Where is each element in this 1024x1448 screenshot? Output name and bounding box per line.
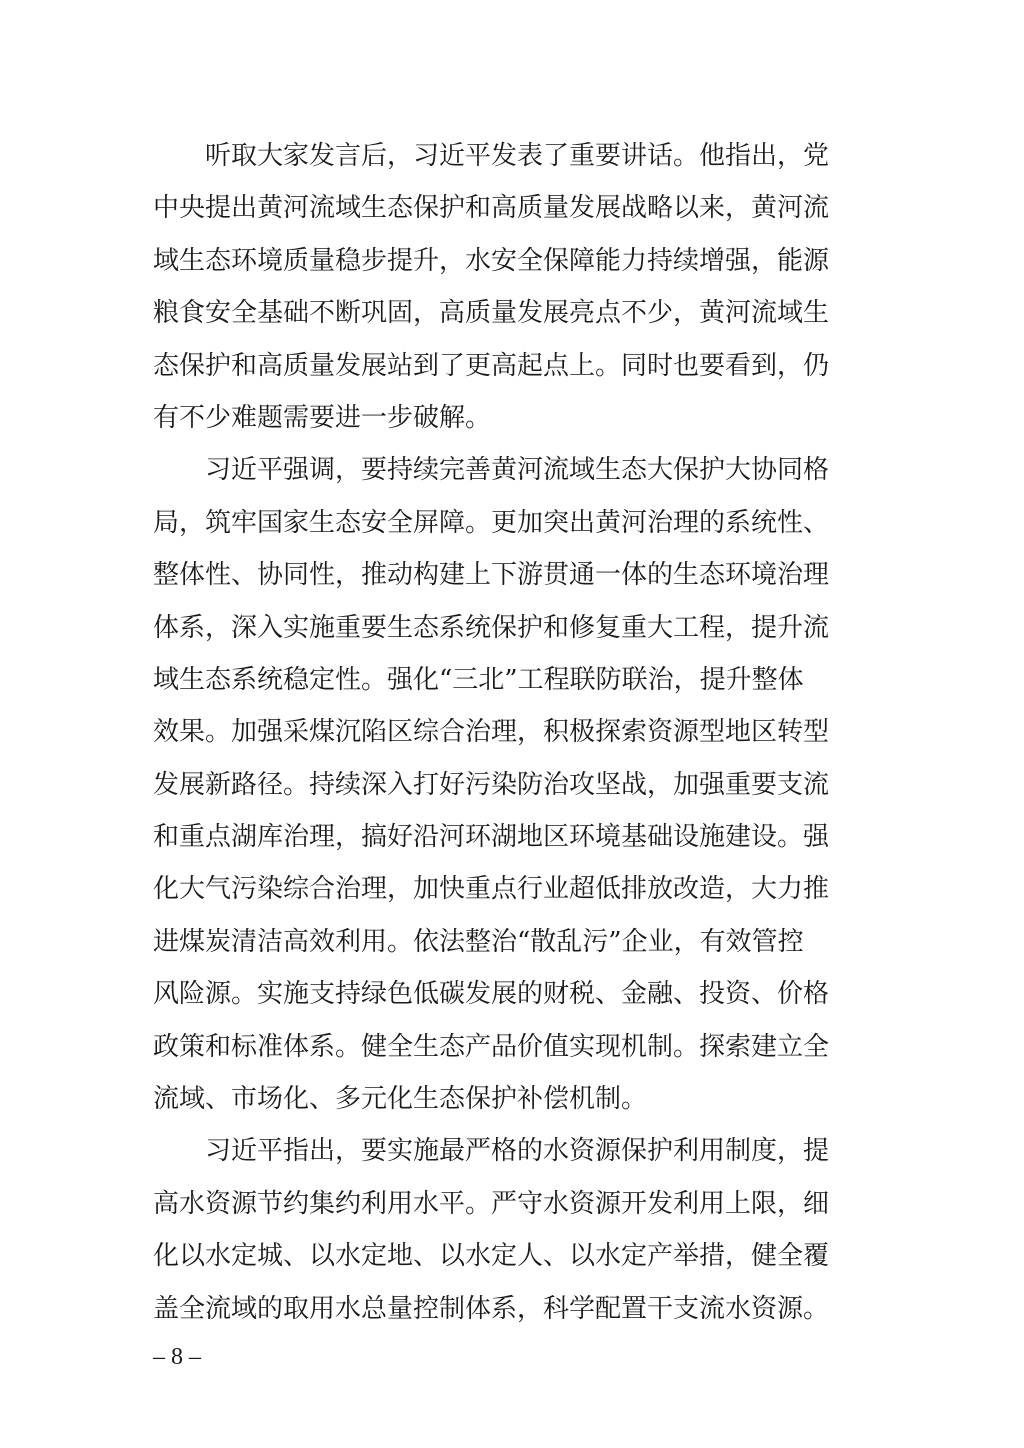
text-line: 域生态环境质量稳步提升，水安全保障能力持续增强，能源 bbox=[153, 245, 830, 276]
text-line: 流域、市场化、多元化生态保护补偿机制。 bbox=[153, 1084, 648, 1115]
text-line: 政策和标准体系。健全生态产品价值实现机制。探索建立全 bbox=[153, 1031, 830, 1062]
text-line: 和重点湖库治理，搞好沿河环湖地区环境基础设施建设。强 bbox=[153, 822, 830, 853]
text-line: 态保护和高质量发展站到了更高起点上。同时也要看到，仍 bbox=[153, 350, 830, 381]
text-line: 域生态系统稳定性。强化“三北”工程联防联治，提升整体 bbox=[153, 664, 804, 695]
text-line: 进煤炭清洁高效利用。依法整治“散乱污”企业，有效管控 bbox=[153, 926, 804, 957]
page-number: – 8 – bbox=[153, 1344, 201, 1370]
text-line: 体系，深入实施重要生态系统保护和修复重大工程，提升流 bbox=[153, 612, 830, 643]
text-line: 发展新路径。持续深入打好污染防治攻坚战，加强重要支流 bbox=[153, 769, 830, 800]
text-line: 局，筑牢国家生态安全屏障。更加突出黄河治理的系统性、 bbox=[153, 507, 830, 538]
text-line: 习近平指出，要实施最严格的水资源保护利用制度，提 bbox=[153, 1136, 830, 1167]
text-line: 粮食安全基础不断巩固，高质量发展亮点不少，黄河流域生 bbox=[153, 298, 830, 329]
text-line: 整体性、协同性，推动构建上下游贯通一体的生态环境治理 bbox=[153, 560, 830, 591]
text-line: 风险源。实施支持绿色低碳发展的财税、金融、投资、价格 bbox=[153, 979, 830, 1010]
text-line: 习近平强调，要持续完善黄河流域生态大保护大协同格 bbox=[153, 455, 830, 486]
text-line: 高水资源节约集约利用水平。严守水资源开发利用上限，细 bbox=[153, 1188, 830, 1219]
text-line: 听取大家发言后，习近平发表了重要讲话。他指出，党 bbox=[153, 141, 830, 171]
text-line: 效果。加强采煤沉陷区综合治理，积极探索资源型地区转型 bbox=[153, 717, 830, 748]
text-line: 盖全流域的取用水总量控制体系，科学配置干支流水资源。 bbox=[153, 1293, 830, 1324]
body-text bbox=[153, 130, 873, 1335]
text-line: 化大气污染综合治理，加快重点行业超低排放改造，大力推 bbox=[153, 874, 830, 905]
text-line: 中央提出黄河流域生态保护和高质量发展战略以来，黄河流 bbox=[153, 193, 830, 224]
text-line: 化以水定城、以水定地、以水定人、以水定产举措，健全覆 bbox=[153, 1241, 830, 1272]
text-line: 有不少难题需要进一步破解。 bbox=[153, 402, 492, 433]
